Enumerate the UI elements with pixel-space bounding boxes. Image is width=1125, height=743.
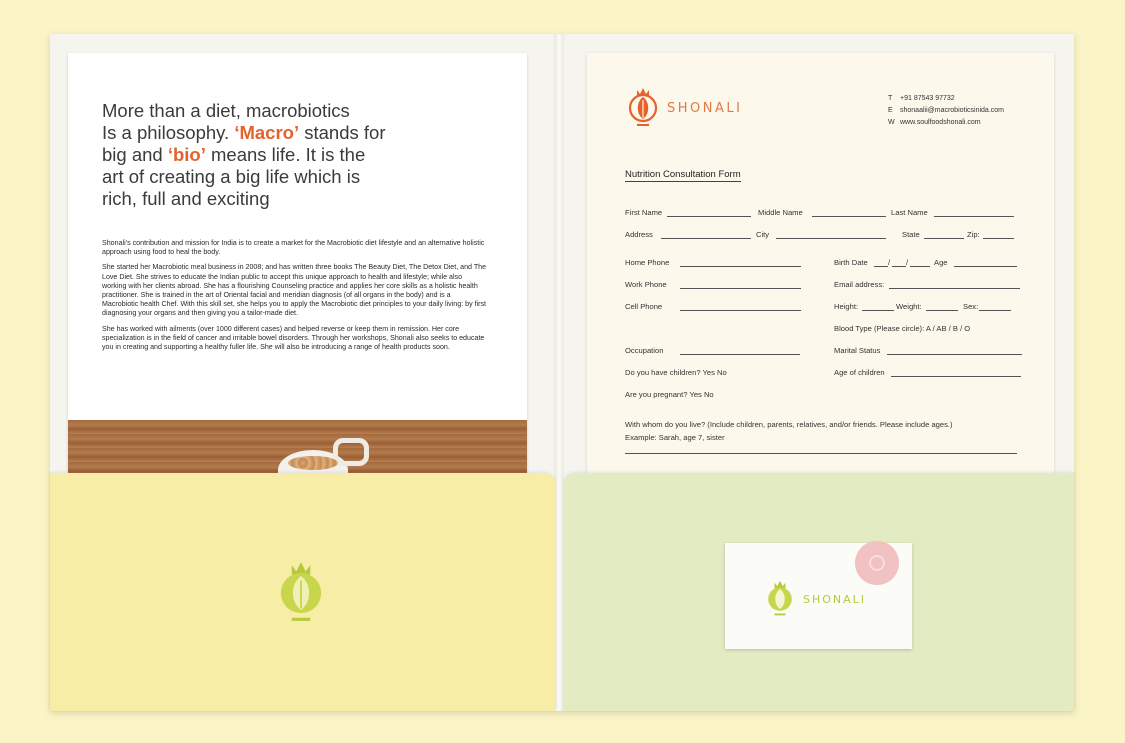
live-with-field[interactable]: [625, 453, 1017, 454]
business-card: [725, 543, 912, 649]
about-paragraph-1: Shonali’s contribution and mission for India is to create a market for the Macrobiotic diet lifestyle and an alternative holistic approach using food to heal the body.: [102, 239, 485, 257]
state-field[interactable]: [924, 238, 964, 239]
contact-email: [888, 105, 1004, 117]
birth-date-label: Birth Date: [834, 258, 868, 267]
birth-day-field[interactable]: [892, 266, 906, 267]
folder-spine: [554, 34, 564, 711]
zip-label: Zip:: [967, 230, 980, 239]
cup-handle: [333, 438, 369, 466]
contact-value: +91 87543 97732: [900, 95, 955, 102]
email-label: Email address:: [834, 280, 885, 289]
height-label: Height:: [834, 302, 859, 311]
cell-phone-label: Cell Phone: [625, 302, 663, 311]
work-phone-label: Work Phone: [625, 280, 667, 289]
contact-phone: [888, 93, 1004, 105]
headline-line: [102, 100, 402, 122]
headline-line: [102, 122, 402, 144]
address-label: Address: [625, 230, 653, 239]
last-name-label: Last Name: [891, 208, 928, 217]
birth-year-field[interactable]: [910, 266, 930, 267]
sex-label: Sex:: [963, 302, 979, 311]
age-field[interactable]: [954, 266, 1017, 267]
contact-value: www.soulfoodshonali.com: [900, 119, 981, 126]
age-of-children-field[interactable]: [891, 376, 1021, 377]
live-with-question: With whom do you live? (Include children, parents, relatives, and/or friends. Please include ages.): [625, 420, 953, 429]
form-title: Nutrition Consultation Form: [625, 169, 741, 180]
left-pocket: [50, 473, 555, 711]
headline-line: [102, 144, 402, 166]
first-name-label: First Name: [625, 208, 663, 217]
brand-name: SHONALI: [667, 100, 743, 116]
work-phone-field[interactable]: [680, 288, 801, 289]
height-field[interactable]: [862, 310, 894, 311]
strawberry-logo-icon: [765, 579, 795, 619]
children-question[interactable]: Do you have children? Yes No: [625, 368, 727, 377]
cell-phone-field[interactable]: [680, 310, 801, 311]
pregnant-question[interactable]: Are you pregnant? Yes No: [625, 390, 714, 399]
headline-line: [102, 188, 402, 210]
occupation-field[interactable]: [680, 354, 800, 355]
nuts-image: [288, 456, 338, 470]
contact-value: shonaalii@macrobioticsinida.com: [900, 107, 1004, 114]
live-with-example: Example: Sarah, age 7, sister: [625, 433, 725, 442]
card-brand: [765, 579, 866, 619]
about-sheet: [68, 53, 527, 493]
contact-block: [888, 93, 1004, 129]
headline-text: More than a diet, macrobiotics: [102, 100, 350, 121]
about-paragraph-2: She started her Macrobiotic meal business in 2008; and has written three books The Beauty Diet, The Detox Diet, and The Love Diet. She strives to educate the Indian public to accept this unique approach to health and lifestyle; while also working with her clients abroad. She has a flourishing Counseling practice and applies her core skills as a holistic health practitioner. She is trained in the art of Oriental facial and meridian diagnosis (of all organs in the body) and is a Macrobiotic health Chef. With this skill set, she helps you to apply the Macrobiotic diet principles to your daily living: by first diagnosing your organs and then giving you a tailor-made diet.: [102, 263, 487, 318]
headline-highlight: ‘Macro’: [234, 122, 300, 143]
age-label: Age: [934, 258, 948, 267]
consultation-form-sheet: [587, 53, 1054, 483]
strawberry-logo-icon: [627, 86, 659, 130]
city-field[interactable]: [776, 238, 886, 239]
headline-text: means life. It is the: [205, 144, 366, 165]
contact-key: T: [888, 95, 893, 102]
home-phone-label: Home Phone: [625, 258, 670, 267]
brand-header: [627, 86, 742, 130]
about-body: [102, 239, 488, 358]
about-paragraph-3: She has worked with ailments (over 1000 different cases) and helped reverse or keep them in remission. Her core specialization is in the field of cancer and irritable bowel disorders. Through her workshops, Shonali also seeks to educate you in creating and supporting a healthy fuller life. She will also be introducing a range of health products soon.: [102, 324, 485, 352]
middle-name-field[interactable]: [812, 216, 886, 217]
headline-text: stands for: [299, 122, 386, 143]
home-phone-field[interactable]: [680, 266, 801, 267]
strawberry-logo-icon: [276, 559, 326, 627]
middle-name-label: Middle Name: [758, 208, 803, 217]
contact-web: [888, 117, 1004, 129]
headline-text: rich, full and exciting: [102, 188, 270, 209]
headline-line: [102, 166, 402, 188]
contact-key: W: [888, 119, 895, 126]
sex-field[interactable]: [979, 310, 1011, 311]
weight-label: Weight:: [896, 302, 922, 311]
marital-status-label: Marital Status: [834, 346, 881, 355]
age-of-children-label: Age of children: [834, 368, 885, 377]
date-separator: /: [906, 258, 909, 267]
contact-key: E: [888, 107, 893, 114]
last-name-field[interactable]: [934, 216, 1014, 217]
first-name-field[interactable]: [667, 216, 751, 217]
state-label: State: [902, 230, 920, 239]
right-pocket: [564, 473, 1074, 711]
occupation-label: Occupation: [625, 346, 664, 355]
city-label: City: [756, 230, 770, 239]
headline: [102, 100, 402, 210]
email-field[interactable]: [889, 288, 1020, 289]
weight-field[interactable]: [926, 310, 958, 311]
headline-text: big and: [102, 144, 168, 165]
zip-field[interactable]: [983, 238, 1014, 239]
headline-text: art of creating a big life which is: [102, 166, 361, 187]
headline-text: Is a philosophy.: [102, 122, 235, 143]
birth-month-field[interactable]: [874, 266, 888, 267]
address-field[interactable]: [661, 238, 751, 239]
marital-status-field[interactable]: [887, 354, 1022, 355]
date-separator: /: [888, 258, 891, 267]
card-brand-name: SHONALI: [803, 592, 867, 606]
headline-highlight: ‘bio’: [167, 144, 206, 165]
blood-type-label[interactable]: Blood Type (Please circle): A / AB / B / O: [834, 324, 971, 333]
